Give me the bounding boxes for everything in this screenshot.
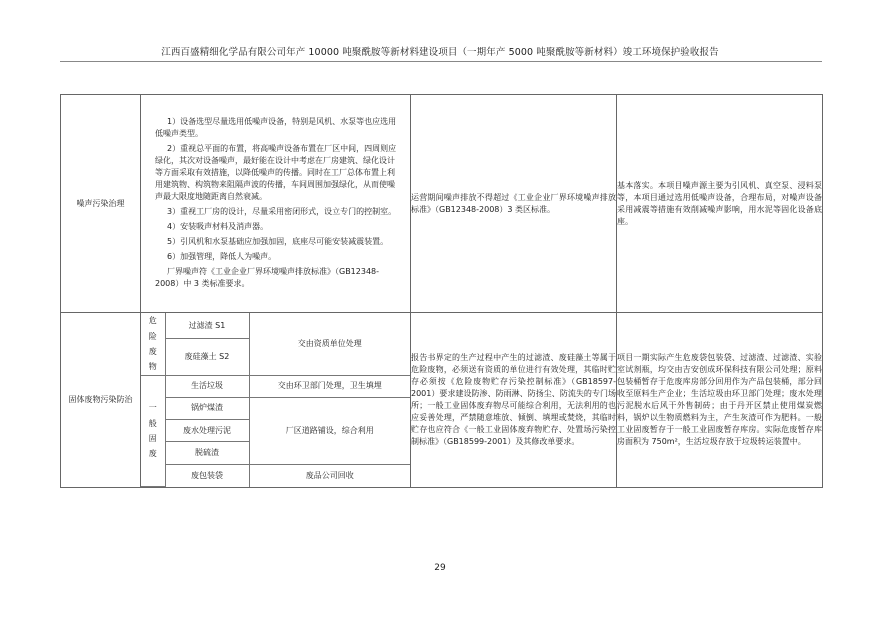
solid-standard: 报告书界定的生产过程中产生的过滤渣、废硅藻土等属于危险废物，必须送有资质的单位进行有效处理，其临时贮存必须按《危险废物贮存污染控制标准》（GB18597-2001）要求建设防渗、防雨淋、防扬尘、防流失的专门场所；一般工业固体废弃物尽可能综合利用，无法利用的也应妥善处理，严禁随意堆放、倾倒、填埋或焚烧，其临时贮存也应符合《一般工业固体废弃物贮存、处置场污染控制标准》（GB18599-2001）及其修改单要求。 [411, 313, 617, 488]
general-label [141, 375, 165, 486]
noise-req-1: 1）设备选型尽量选用低噪声设备，特别是风机、水泵等也应选用低噪声类型。 [155, 116, 397, 138]
hazard-item-2: 废硅藻土 S2 [165, 339, 249, 375]
header-rule [60, 61, 822, 62]
solid-waste-breakdown [141, 313, 411, 488]
noise-req-3: 3）重视工厂房的设计，尽量采用密闭形式，设立专门的控制室。 [167, 206, 397, 216]
noise-standard: 运营期间噪声排放不得超过《工业企业厂界环境噪声排放标准》（GB12348-2008）3 类区标准。 [411, 95, 617, 313]
hazard-item-1: 过滤渣 S1 [165, 313, 249, 339]
general-char-4: 废 [148, 448, 157, 458]
hazard-char-1: 危 [148, 316, 157, 326]
noise-req-6: 6）加强管理，降低人为噪声。 [167, 251, 277, 261]
general-disposal: 厂区道路铺设，综合利用 [249, 397, 410, 464]
hazard-char-2: 险 [148, 331, 157, 341]
packaging-disposal: 废品公司回收 [249, 464, 410, 486]
noise-requirements [141, 95, 411, 313]
acceptance-table [60, 94, 823, 488]
general-char-2: 般 [148, 418, 157, 428]
noise-category: 噪声污染治理 [61, 95, 141, 313]
packaging-item: 废包装袋 [165, 464, 249, 486]
domestic-row [141, 375, 410, 397]
hazard-char-3: 废 [148, 346, 157, 356]
noise-req-7: 厂界噪声符《工业企业厂界环境噪声排放标准》（GB12348-2008）中 3 类标准要求。 [155, 266, 380, 288]
general-item-3: 脱硫渣 [165, 442, 249, 464]
noise-row [61, 95, 823, 313]
hazard-row-1 [141, 313, 410, 339]
noise-req-5: 5）引风机和水泵基础应加强加固，底座尽可能安装减震装置。 [167, 236, 389, 246]
hazard-label [141, 313, 165, 375]
waste-inner-table [141, 313, 410, 487]
general-row-1 [141, 397, 410, 419]
hazard-disposal: 交由资质单位处理 [249, 313, 410, 375]
domestic-item: 生活垃圾 [165, 375, 249, 397]
hazard-char-4: 物 [148, 361, 157, 371]
noise-result: 基本落实。本项目噪声源主要为引风机、真空泵、浸料泵等，本项目通过选用低噪声设备，合理布局，对噪声设备采用减震等措施有效削减噪声影响，用水泥等固化设备底座。 [617, 95, 823, 313]
noise-req-4: 4）安装吸声材料及消声器。 [167, 221, 269, 231]
noise-req-2: 2）重视总平面的布置，将高噪声设备布置在厂区中间，四周则应绿化，其次对设备噪声，最好能在设计中考虑在厂房建筑、绿化设计等方面采取有效措施，以降低噪声的传播。同时在工厂总体布置上利用建筑物、构筑物来阻隔声波的传播，车间周围加强绿化，从而使噪声最大限度地随距离自然衰减。 [155, 143, 397, 201]
general-char-1: 一 [148, 403, 157, 413]
solid-waste-row [61, 313, 823, 488]
page-header: 江西百盛精细化学品有限公司年产 10000 吨聚酰胺等新材料建设项目（一期年产 5000 吨聚酰胺等新材料）竣工环境保护验收报告 [161, 47, 719, 58]
general-item-1: 锅炉煤渣 [165, 397, 249, 419]
general-char-3: 固 [148, 433, 157, 443]
page-number: 29 [434, 563, 446, 573]
general-item-2: 废水处理污泥 [165, 420, 249, 442]
solid-result: 项目一期实际产生危废袋包装袋、过滤渣、过滤渣、实验室试剂瓶，均交由吉安创成环保科技有限公司处理；原料包装桶暂存于危废库房部分回用作为产品包装桶，部分回收至原料生产企业；生活垃圾由环卫部门处理；废水处理污泥脱水后风干外售制砖；由于丹开区禁止使用煤炭燃料，锅炉以生物质燃料为主，产生灰渣可作为肥料。一般工业固废暂存于一般工业固废暂存库房。实际危废暂存库房面积为 750m²，生活垃圾存放于垃圾转运装置中。 [617, 313, 823, 488]
domestic-disposal: 交由环卫部门处理，卫生填埋 [249, 375, 410, 397]
packaging-row [141, 464, 410, 486]
solid-category: 固体废物污染防治 [61, 313, 141, 488]
